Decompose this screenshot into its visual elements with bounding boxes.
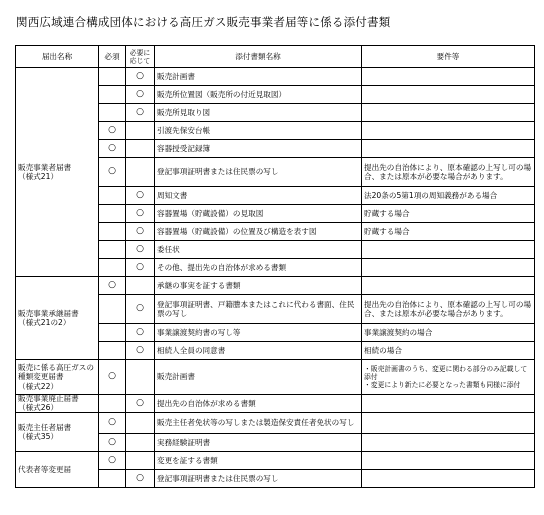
as-needed-cell: ○ (126, 395, 155, 413)
group-name: 販売事業廃止届書 （様式26） (16, 395, 99, 413)
attachment-cell: 周知文書 (155, 187, 362, 205)
as-needed-cell (126, 434, 155, 452)
as-needed-cell (126, 452, 155, 470)
condition-cell (362, 86, 535, 104)
condition-cell (362, 395, 535, 413)
condition-cell (362, 434, 535, 452)
as-needed-cell: ○ (126, 295, 155, 324)
attachment-cell: 相続人全員の同意書 (155, 342, 362, 360)
header-required: 必須 (99, 46, 126, 68)
required-cell: ○ (99, 140, 126, 158)
header-attachment: 添付書類名称 (155, 46, 362, 68)
attachment-cell: 登記事項証明書、戸籍謄本またはこれに代わる書面、住民票の写し (155, 295, 362, 324)
table-row (16, 68, 535, 86)
condition-cell: 貯蔵する場合 (362, 205, 535, 223)
required-cell (99, 68, 126, 86)
condition-cell (362, 277, 535, 295)
header-condition: 要件等 (362, 46, 535, 68)
attachment-cell: 登記事項証明書または住民票の写し (155, 158, 362, 187)
as-needed-cell: ○ (126, 86, 155, 104)
condition-cell (362, 241, 535, 259)
group-name: 販売に係る高圧ガスの種類変更届書 （様式22） (16, 360, 99, 395)
as-needed-cell (126, 140, 155, 158)
attachment-cell: 承継の事実を証する書類 (155, 277, 362, 295)
required-cell: ○ (99, 434, 126, 452)
as-needed-cell: ○ (126, 223, 155, 241)
attachment-cell: 引渡先保安台帳 (155, 122, 362, 140)
as-needed-cell: ○ (126, 259, 155, 277)
attachment-cell: 事業譲渡契約書の写し等 (155, 324, 362, 342)
condition-cell: 事業譲渡契約の場合 (362, 324, 535, 342)
attachment-cell: 変更を証する書類 (155, 452, 362, 470)
required-cell (99, 342, 126, 360)
table-row (16, 452, 535, 470)
attachment-cell: 委任状 (155, 241, 362, 259)
table-row (16, 360, 535, 395)
required-cell: ○ (99, 413, 126, 434)
required-cell (99, 205, 126, 223)
attachment-cell: 容器授受記録簿 (155, 140, 362, 158)
required-cell: ○ (99, 277, 126, 295)
as-needed-cell (126, 277, 155, 295)
condition-cell: ・販売計画書のうち、変更に関わる部分のみ記載して添付 ・変更により新たに必要となった書類も同様に添付 (362, 360, 535, 395)
condition-cell (362, 259, 535, 277)
as-needed-cell: ○ (126, 470, 155, 488)
condition-cell (362, 140, 535, 158)
required-cell: ○ (99, 122, 126, 140)
attachment-cell: 販売所位置図（販売所の付近見取図） (155, 86, 362, 104)
required-cell (99, 259, 126, 277)
as-needed-cell: ○ (126, 104, 155, 122)
as-needed-cell: ○ (126, 241, 155, 259)
as-needed-cell: ○ (126, 342, 155, 360)
required-cell (99, 324, 126, 342)
attachment-cell: その他、提出先の自治体が求める書類 (155, 259, 362, 277)
header-name: 届出名称 (16, 46, 99, 68)
as-needed-cell: ○ (126, 324, 155, 342)
condition-cell (362, 122, 535, 140)
required-cell: ○ (99, 360, 126, 395)
required-cell (99, 295, 126, 324)
table-row (16, 413, 535, 434)
attachment-cell: 実務経験証明書 (155, 434, 362, 452)
group-name: 販売事業承継届書 （様式21の2） (16, 277, 99, 360)
attachment-cell: 販売主任者免状等の写しまたは製造保安責任者免状の写し (155, 413, 362, 434)
condition-cell: 相続の場合 (362, 342, 535, 360)
required-cell (99, 187, 126, 205)
attachment-table (15, 45, 535, 488)
required-cell: ○ (99, 158, 126, 187)
condition-cell: 貯蔵する場合 (362, 223, 535, 241)
attachment-cell: 容器置場（貯蔵設備）の位置及び構造を表す図 (155, 223, 362, 241)
condition-cell: 提出先の自治体により、原本確認の上写し可の場合、または原本が必要な場合があります。 (362, 158, 535, 187)
required-cell (99, 223, 126, 241)
condition-cell (362, 452, 535, 470)
required-cell (99, 104, 126, 122)
condition-cell (362, 470, 535, 488)
condition-cell (362, 68, 535, 86)
attachment-cell: 販売所見取り図 (155, 104, 362, 122)
page-title: 関西広域連合構成団体における高圧ガス販売事業者届等に係る添付書類 (16, 15, 391, 29)
required-cell (99, 86, 126, 104)
attachment-cell: 登記事項証明書または住民票の写し (155, 470, 362, 488)
required-cell: ○ (99, 452, 126, 470)
table-row (16, 395, 535, 413)
as-needed-cell: ○ (126, 68, 155, 86)
group-name: 販売主任者届書 （様式35） (16, 413, 99, 452)
table-row (16, 277, 535, 295)
as-needed-cell: ○ (126, 187, 155, 205)
attachment-cell: 販売計画書 (155, 68, 362, 86)
header-as-needed: 必要に 応じて (126, 46, 155, 68)
as-needed-cell: ○ (126, 205, 155, 223)
as-needed-cell (126, 360, 155, 395)
group-name: 代表者等変更届 (16, 452, 99, 488)
required-cell (99, 470, 126, 488)
attachment-cell: 容器置場（貯蔵設備）の見取図 (155, 205, 362, 223)
as-needed-cell (126, 158, 155, 187)
condition-cell: 提出先の自治体により、原本確認の上写し可の場合、または原本が必要な場合があります。 (362, 295, 535, 324)
attachment-cell: 販売計画書 (155, 360, 362, 395)
condition-cell: 法20条の5第1項の周知義務がある場合 (362, 187, 535, 205)
required-cell (99, 395, 126, 413)
group-name: 販売事業者届書 （様式21） (16, 68, 99, 277)
condition-cell (362, 413, 535, 434)
condition-cell (362, 104, 535, 122)
as-needed-cell (126, 122, 155, 140)
as-needed-cell (126, 413, 155, 434)
required-cell (99, 241, 126, 259)
attachment-cell: 提出先の自治体が求める書類 (155, 395, 362, 413)
header-row (16, 46, 535, 68)
